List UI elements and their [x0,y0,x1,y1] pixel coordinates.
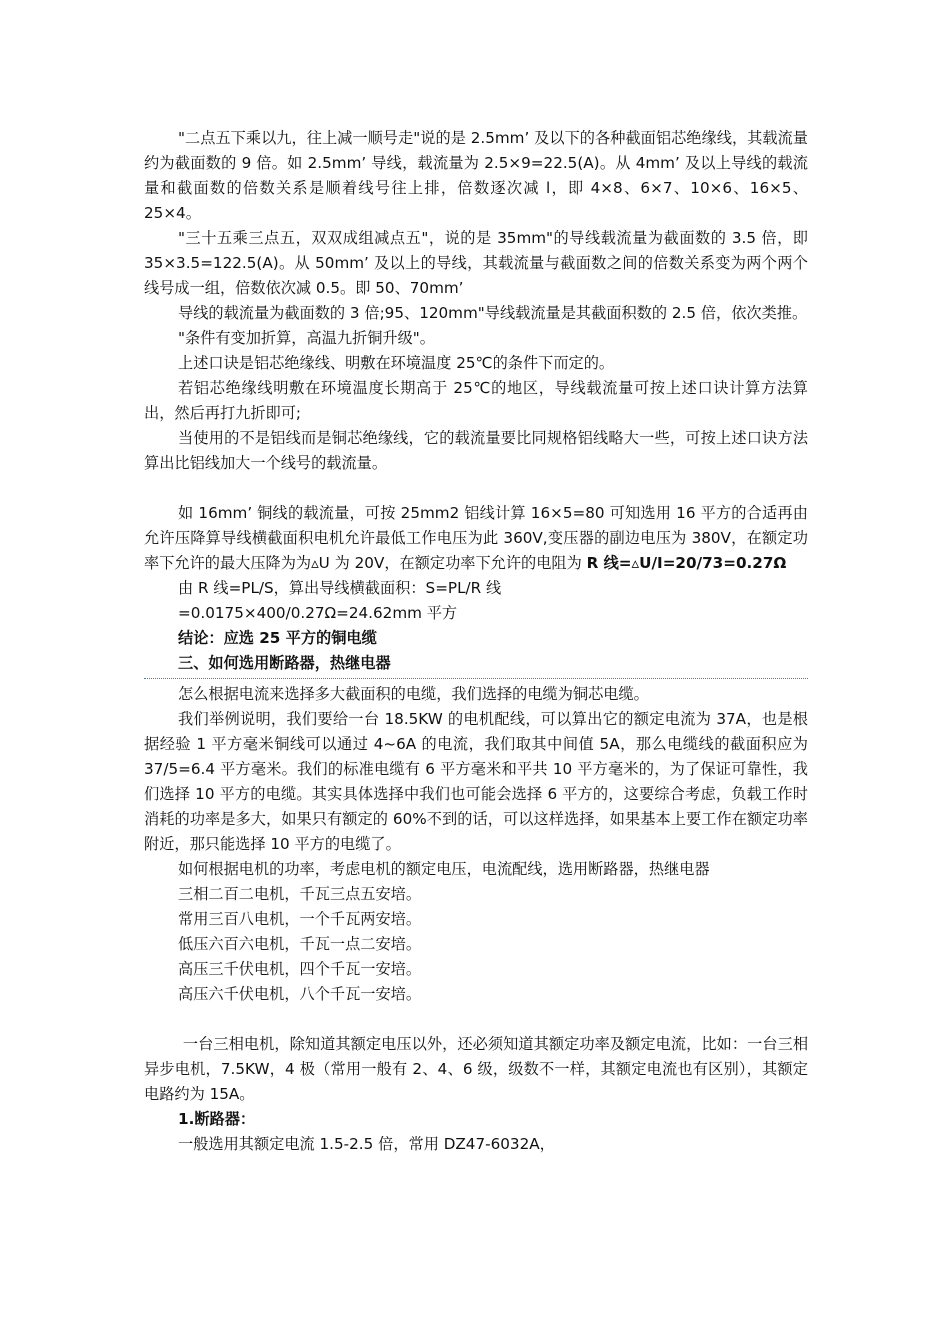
formula-resistance: R 线=▵U/I=20/73=0.27Ω [586,554,787,572]
paragraph-cable-select: 怎么根据电流来选择多大截面积的电缆，我们选择的电缆为铜芯电缆。 [178,685,649,703]
paragraph-high-temp: 若铝芯绝缘线明敷在环境温度长期高于 25℃的地区，导线载流量可按上述口诀计算方法算出，然后再打九折即可; [144,379,808,422]
blank-line [144,476,808,501]
paragraph-condition-25c: 上述口诀是铝芯绝缘线、明敷在环境温度 25℃的条件下而定的。 [178,354,615,372]
rhyme-line-2: 常用三百八电机，一个千瓦两安培。 [178,910,421,928]
section-heading-3: 三、如何选用断路器，热继电器 [178,654,391,672]
example-text: 如 16mm’ 铜线的载流量，可按 25mm2 铝线计算 16×5=80 可知选用 16 平方的合适再由允许压降算导线横截面积电机允许最低工作电压为此 360V,变压器的副边电压为 380V，在额定功率下允许的最大压降为为▵U 为 20V，在额定功率下允许的电阻为 [144,504,808,572]
paragraph-motor-example: 一台三相电机，除知道其额定电压以外，还必须知道其额定功率及额定电流，比如：一台三相异步电机，7.5KW，4 极（常用一般有 2、4、6 级，级数不一样，其额定电流也有区别），其额定电路约为 15A。 [144,1035,809,1103]
paragraph-rule-2-5: "二点五下乘以九，往上减一顺号走"说的是 2.5mm’ 及以下的各种截面铝芯绝缘线，其载流量约为截面数的 9 倍。如 2.5mm’ 导线，载流量为 2.5×9=22.5(A)。从 4mm’ 及以上导线的载流量和截面数的倍数关系是顺着线号往上排，倍数逐次减 l，即 4×8、6×7、10×6、16×5、25×4。 [144,129,808,222]
formula-line-2: =0.0175×400/0.27Ω=24.62mm 平方 [178,604,458,622]
paragraph-breaker: 一般选用其额定电流 1.5-2.5 倍，常用 DZ47-6032A， [178,1135,555,1153]
paragraph-example-18-5kw: 我们举例说明，我们要给一台 18.5KW 的电机配线，可以算出它的额定电流为 37A，也是根据经验 1 平方毫米铜线可以通过 4~6A 的电流，我们取其中间值 5A，那么电缆线的截面积应为 37/5=6.4 平方毫米。我们的标准电缆有 6 平方毫米和平共 10 平方毫米的，为了保证可靠性，我们选择 10 平方的电缆。其实具体选择中我们也可能会选择 6 平方的，这要综合考虑，负载工作时消耗的功率是多大，如果只有额定的 60%不到的话，可以这样选择，如果基本上要工作在额定功率附近，那只能选择 10 平方的电缆了。 [144,710,813,853]
formula-line-1: 由 R 线=PL/S，算出导线横截面积：S=PL/R 线 [178,579,502,597]
dotted-divider [144,678,808,679]
rhyme-line-4: 高压三千伏电机，四个千瓦一安培。 [178,960,421,978]
subheading-breaker: 1.断路器： [178,1110,256,1128]
paragraph-how-to: 如何根据电机的功率，考虑电机的额定电压，电流配线，选用断路器，热继电器 [178,860,710,878]
paragraph-rule-conditions: "条件有变加折算，高温九折铜升级"。 [178,329,435,347]
document-page [144,126,813,1157]
paragraph-copper: 当使用的不是铝线而是铜芯绝缘线，它的载流量要比同规格铝线略大一些，可按上述口诀方法算出比铝线加大一个线号的载流量。 [144,429,808,472]
rhyme-line-3: 低压六百六电机，千瓦一点二安培。 [178,935,421,953]
paragraph-rule-35: "三十五乘三点五，双双成组减点五"，说的是 35mm"的导线载流量为截面数的 3.5 倍，即 35×3.5=122.5(A)。从 50mm’ 及以上的导线，其载流量与截面数之间的倍数关系变为两个两个线号成一组，倍数依次减 0.5。即 50、70mm’ [144,229,813,297]
paragraph-example-16mm [144,501,808,576]
paragraph-rule-95: 导线的载流量为截面数的 3 倍;95、120mm"导线载流量是其截面积数的 2.5 倍，依次类推。 [178,304,808,322]
blank-line [144,1007,808,1032]
rhyme-line-1: 三相二百二电机，千瓦三点五安培。 [178,885,421,903]
conclusion: 结论：应选 25 平方的铜电缆 [178,629,377,647]
rhyme-line-5: 高压六千伏电机，八个千瓦一安培。 [178,985,421,1003]
